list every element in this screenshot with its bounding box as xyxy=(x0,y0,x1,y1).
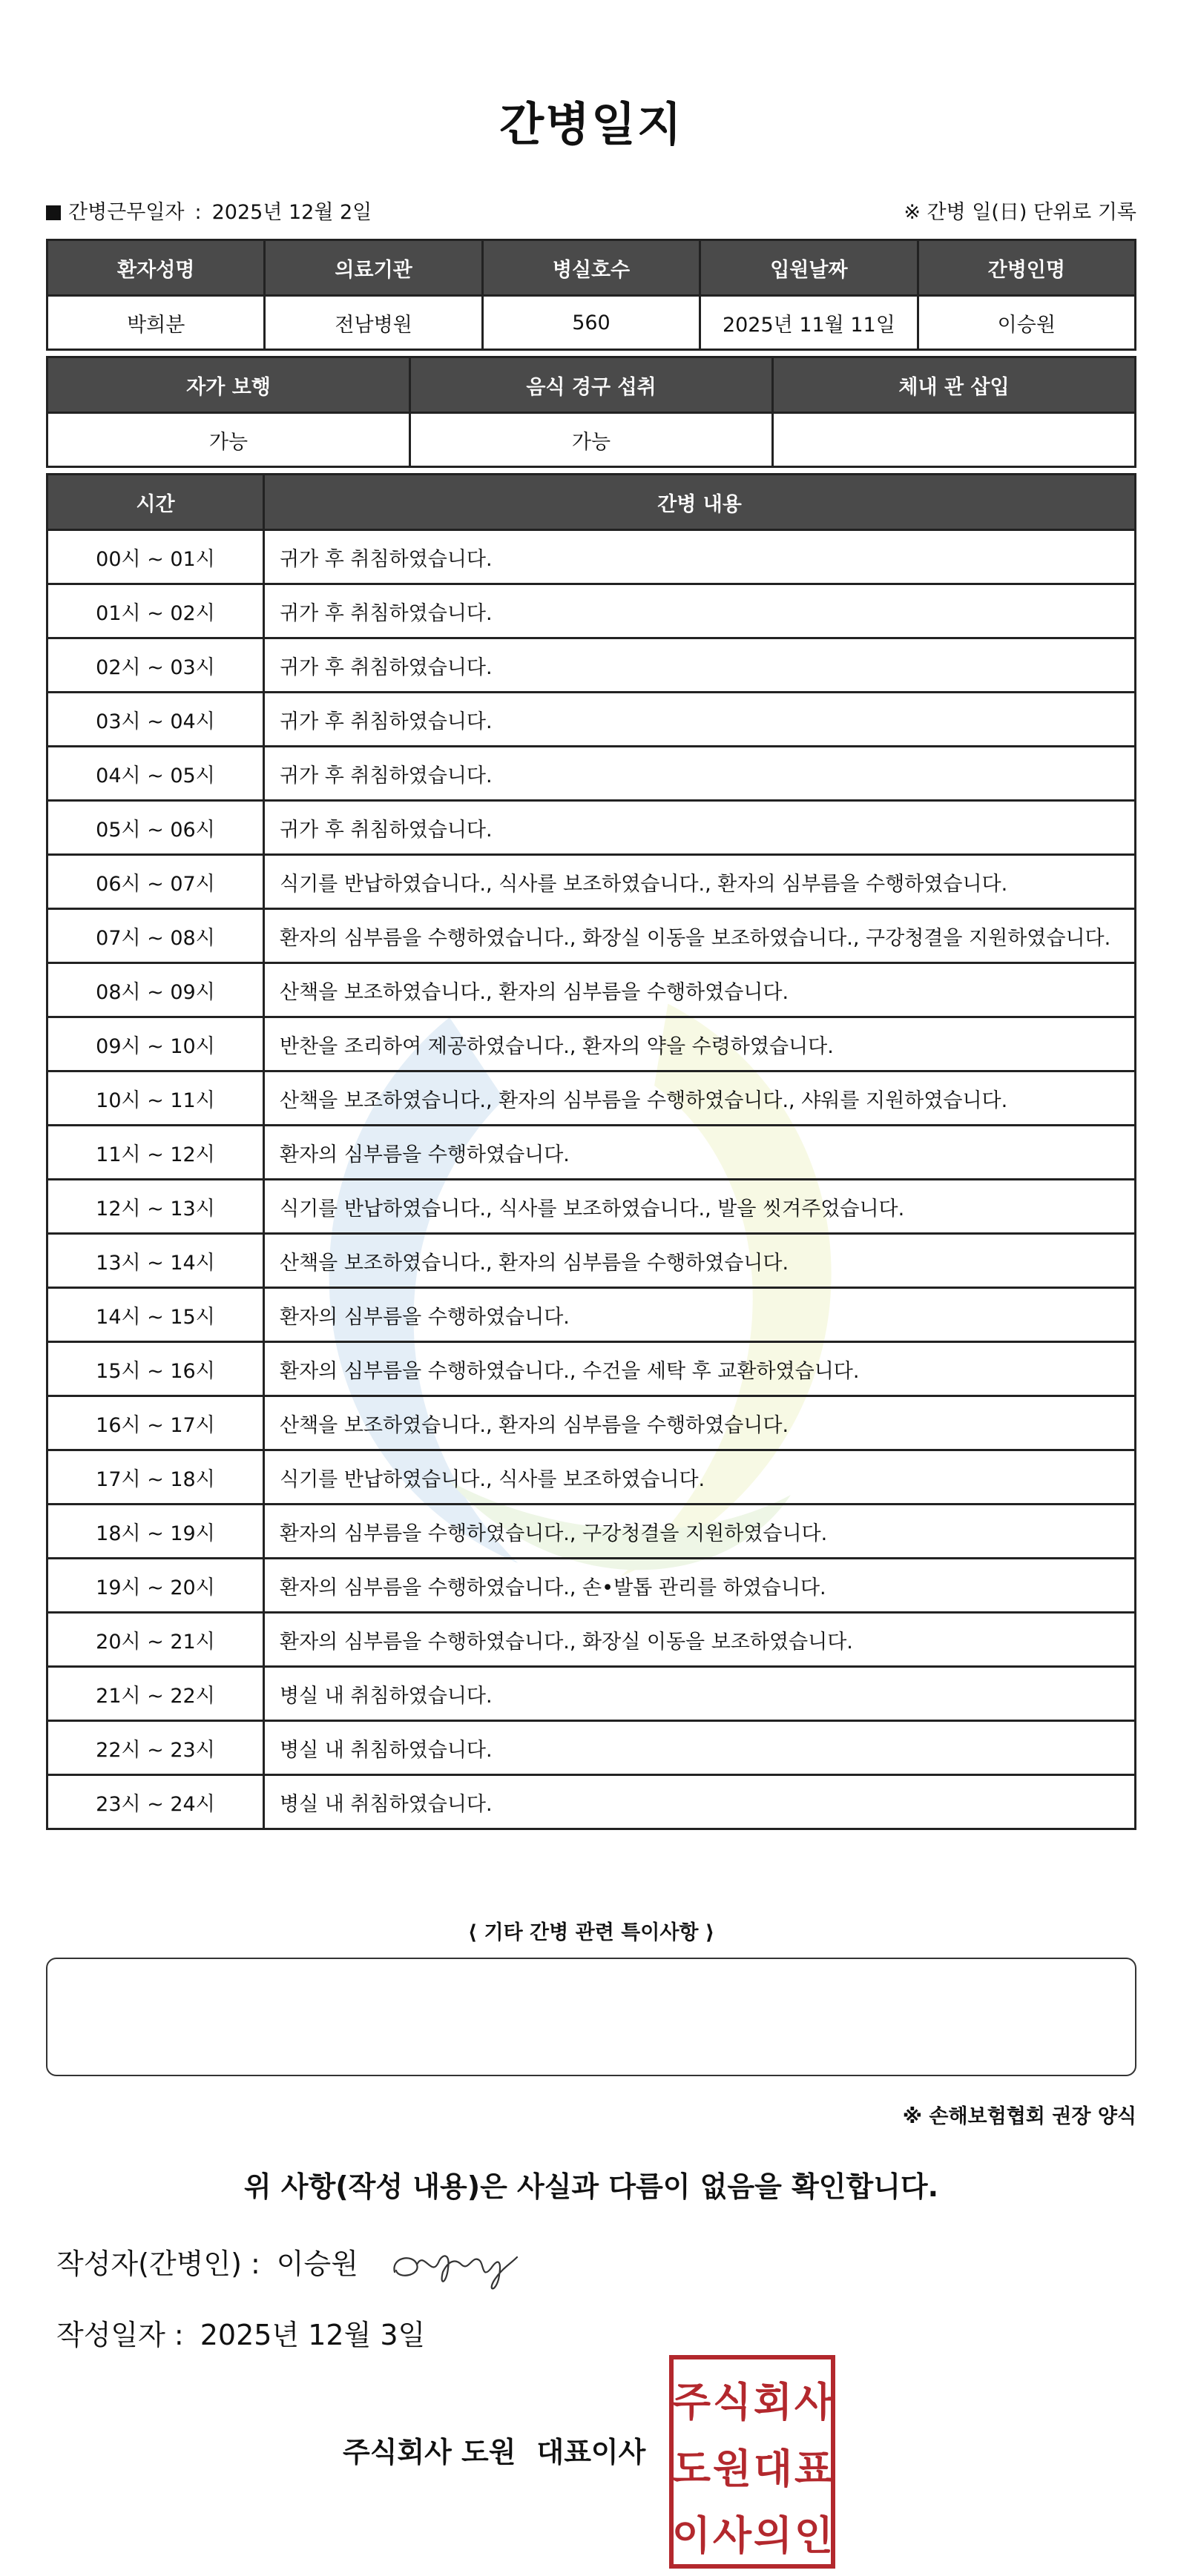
seal-character: 회 xyxy=(753,2379,793,2425)
log-content: 환자의 심부름을 수행하였습니다., 구강청결을 지원하였습니다. xyxy=(264,1505,1136,1559)
patient-value-row xyxy=(47,296,1136,350)
work-date-label: 간병근무일자 xyxy=(68,201,185,224)
seal-character: 표 xyxy=(794,2445,834,2492)
oral-intake-value: 가능 xyxy=(410,413,773,467)
log-time: 21시 ~ 22시 xyxy=(47,1667,264,1721)
header-oral-intake: 음식 경구 섭취 xyxy=(410,357,773,413)
unit-note: ※ 간병 일(日) 단위로 기록 xyxy=(904,201,1136,224)
log-time: 16시 ~ 17시 xyxy=(47,1396,264,1450)
log-row xyxy=(47,1017,1136,1071)
log-content: 환자의 심부름을 수행하였습니다. xyxy=(264,1288,1136,1342)
log-row xyxy=(47,1234,1136,1288)
log-time: 17시 ~ 18시 xyxy=(47,1450,264,1505)
patient-info-table xyxy=(46,239,1136,351)
header-care-content: 간병 내용 xyxy=(264,475,1136,530)
status-value-row xyxy=(47,413,1136,467)
seal-character: 대 xyxy=(753,2445,793,2492)
log-time: 18시 ~ 19시 xyxy=(47,1505,264,1559)
written-date-label: 작성일자 : xyxy=(56,2319,184,2351)
log-time: 04시 ~ 05시 xyxy=(47,747,264,801)
log-content: 병실 내 취침하였습니다. xyxy=(264,1721,1136,1775)
seal-character: 이 xyxy=(671,2512,711,2559)
seal-character: 의 xyxy=(753,2512,793,2559)
room-number: 560 xyxy=(482,296,700,350)
writer-name: 이승원 xyxy=(276,2248,358,2280)
hospital-name: 전남병원 xyxy=(265,296,482,350)
log-content: 산책을 보조하였습니다., 환자의 심부름을 수행하였습니다. xyxy=(264,1396,1136,1450)
log-row xyxy=(47,1775,1136,1829)
log-time: 10시 ~ 11시 xyxy=(47,1071,264,1126)
log-row xyxy=(47,584,1136,638)
header-time: 시간 xyxy=(47,475,264,530)
log-content: 식기를 반납하였습니다., 식사를 보조하였습니다., 발을 씻겨주었습니다. xyxy=(264,1180,1136,1234)
log-row xyxy=(47,1071,1136,1126)
confirmation-statement: 위 사항(작성 내용)은 사실과 다름이 없음을 확인합니다. xyxy=(243,2170,939,2203)
log-time: 15시 ~ 16시 xyxy=(47,1342,264,1396)
log-time: 22시 ~ 23시 xyxy=(47,1721,264,1775)
header-hospital: 의료기관 xyxy=(265,240,482,296)
company-ceo-title: 대표이사 xyxy=(536,2436,646,2468)
log-content: 병실 내 취침하였습니다. xyxy=(264,1667,1136,1721)
handwritten-signature xyxy=(387,2227,521,2294)
log-content: 귀가 후 취침하였습니다. xyxy=(264,530,1136,584)
log-content: 산책을 보조하였습니다., 환자의 심부름을 수행하였습니다. xyxy=(264,1234,1136,1288)
seal-character: 도 xyxy=(671,2445,711,2492)
log-time: 08시 ~ 09시 xyxy=(47,963,264,1017)
log-time: 09시 ~ 10시 xyxy=(47,1017,264,1071)
seal-character: 식 xyxy=(712,2379,752,2425)
log-row xyxy=(47,1126,1136,1180)
work-date xyxy=(46,196,372,225)
company-line xyxy=(343,2429,645,2470)
log-body xyxy=(47,530,1136,1829)
log-time: 00시 ~ 01시 xyxy=(47,530,264,584)
seal-character: 인 xyxy=(794,2512,834,2559)
log-content: 환자의 심부름을 수행하였습니다., 손•발톱 관리를 하였습니다. xyxy=(264,1559,1136,1613)
caregiver-name: 이승원 xyxy=(918,296,1135,350)
log-row xyxy=(47,1288,1136,1342)
log-row xyxy=(47,1721,1136,1775)
log-time: 11시 ~ 12시 xyxy=(47,1126,264,1180)
log-header-row xyxy=(47,475,1136,530)
seal-character: 사 xyxy=(712,2512,752,2559)
header-patient-name: 환자성명 xyxy=(47,240,265,296)
meta-row xyxy=(46,196,1136,225)
writer-line xyxy=(56,2241,358,2282)
log-time: 20시 ~ 21시 xyxy=(47,1613,264,1667)
seal-character: 사 xyxy=(794,2379,834,2425)
log-row xyxy=(47,1559,1136,1613)
header-tube-insertion: 체내 관 삽입 xyxy=(773,357,1136,413)
log-time: 23시 ~ 24시 xyxy=(47,1775,264,1829)
log-content: 병실 내 취침하였습니다. xyxy=(264,1775,1136,1829)
company-seal xyxy=(669,2355,835,2569)
log-content: 귀가 후 취침하였습니다. xyxy=(264,638,1136,693)
log-content: 환자의 심부름을 수행하였습니다. xyxy=(264,1126,1136,1180)
log-row xyxy=(47,1450,1136,1505)
log-row xyxy=(47,747,1136,801)
log-time: 07시 ~ 08시 xyxy=(47,909,264,963)
log-time: 01시 ~ 02시 xyxy=(47,584,264,638)
log-content: 식기를 반납하였습니다., 식사를 보조하였습니다. xyxy=(264,1450,1136,1505)
log-time: 02시 ~ 03시 xyxy=(47,638,264,693)
log-time: 14시 ~ 15시 xyxy=(47,1288,264,1342)
company-name: 주식회사 도원 xyxy=(343,2436,516,2468)
status-header-row xyxy=(47,357,1136,413)
log-content: 식기를 반납하였습니다., 식사를 보조하였습니다., 환자의 심부름을 수행하였습니다. xyxy=(264,855,1136,909)
patient-status-table xyxy=(46,356,1136,468)
seal-character: 원 xyxy=(712,2445,752,2492)
log-content: 환자의 심부름을 수행하였습니다., 화장실 이동을 보조하였습니다., 구강청결을 지원하였습니다. xyxy=(264,909,1136,963)
document-title: 간병일지 xyxy=(499,97,683,151)
log-content: 귀가 후 취침하였습니다. xyxy=(264,801,1136,855)
square-bullet-icon xyxy=(46,205,61,220)
log-content: 귀가 후 취침하였습니다. xyxy=(264,584,1136,638)
log-content: 환자의 심부름을 수행하였습니다., 화장실 이동을 보조하였습니다. xyxy=(264,1613,1136,1667)
special-notes-title: ⟨ 기타 간병 관련 특이사항 ⟩ xyxy=(467,1921,715,1944)
log-content: 산책을 보조하였습니다., 환자의 심부름을 수행하였습니다., 샤워를 지원하였습니다. xyxy=(264,1071,1136,1126)
log-row xyxy=(47,1342,1136,1396)
log-row xyxy=(47,693,1136,747)
log-time: 05시 ~ 06시 xyxy=(47,801,264,855)
log-row xyxy=(47,855,1136,909)
header-room: 병실호수 xyxy=(482,240,700,296)
log-row xyxy=(47,909,1136,963)
patient-header-row xyxy=(47,240,1136,296)
writer-label: 작성자(간병인) : xyxy=(56,2248,260,2280)
recommendation-note: ※ 손해보험협회 권장 양식 xyxy=(902,2105,1136,2128)
log-row xyxy=(47,963,1136,1017)
work-date-value: 2025년 12월 2일 xyxy=(211,201,372,224)
patient-name: 박희분 xyxy=(47,296,265,350)
log-time: 13시 ~ 14시 xyxy=(47,1234,264,1288)
tube-insertion-value xyxy=(773,413,1136,467)
written-date-line xyxy=(56,2312,425,2353)
log-row xyxy=(47,1505,1136,1559)
log-row xyxy=(47,1613,1136,1667)
log-row xyxy=(47,1396,1136,1450)
header-self-walking: 자가 보행 xyxy=(47,357,410,413)
log-row xyxy=(47,1180,1136,1234)
special-notes-box xyxy=(46,1958,1136,2076)
log-time: 19시 ~ 20시 xyxy=(47,1559,264,1613)
log-content: 반찬을 조리하여 제공하였습니다., 환자의 약을 수령하였습니다. xyxy=(264,1017,1136,1071)
header-caregiver-name: 간병인명 xyxy=(918,240,1135,296)
work-date-separator: : xyxy=(194,201,202,224)
log-row xyxy=(47,1667,1136,1721)
care-log-table xyxy=(46,473,1136,1830)
log-row xyxy=(47,801,1136,855)
seal-character: 주 xyxy=(671,2379,711,2425)
log-time: 12시 ~ 13시 xyxy=(47,1180,264,1234)
self-walking-value: 가능 xyxy=(47,413,410,467)
log-row xyxy=(47,530,1136,584)
written-date-value: 2025년 12월 3일 xyxy=(200,2319,426,2351)
header-admission-date: 입원날짜 xyxy=(700,240,918,296)
log-content: 산책을 보조하였습니다., 환자의 심부름을 수행하였습니다. xyxy=(264,963,1136,1017)
log-row xyxy=(47,638,1136,693)
log-content: 귀가 후 취침하였습니다. xyxy=(264,693,1136,747)
log-content: 귀가 후 취침하였습니다. xyxy=(264,747,1136,801)
log-content: 환자의 심부름을 수행하였습니다., 수건을 세탁 후 교환하였습니다. xyxy=(264,1342,1136,1396)
log-time: 03시 ~ 04시 xyxy=(47,693,264,747)
log-time: 06시 ~ 07시 xyxy=(47,855,264,909)
admission-date: 2025년 11월 11일 xyxy=(700,296,918,350)
